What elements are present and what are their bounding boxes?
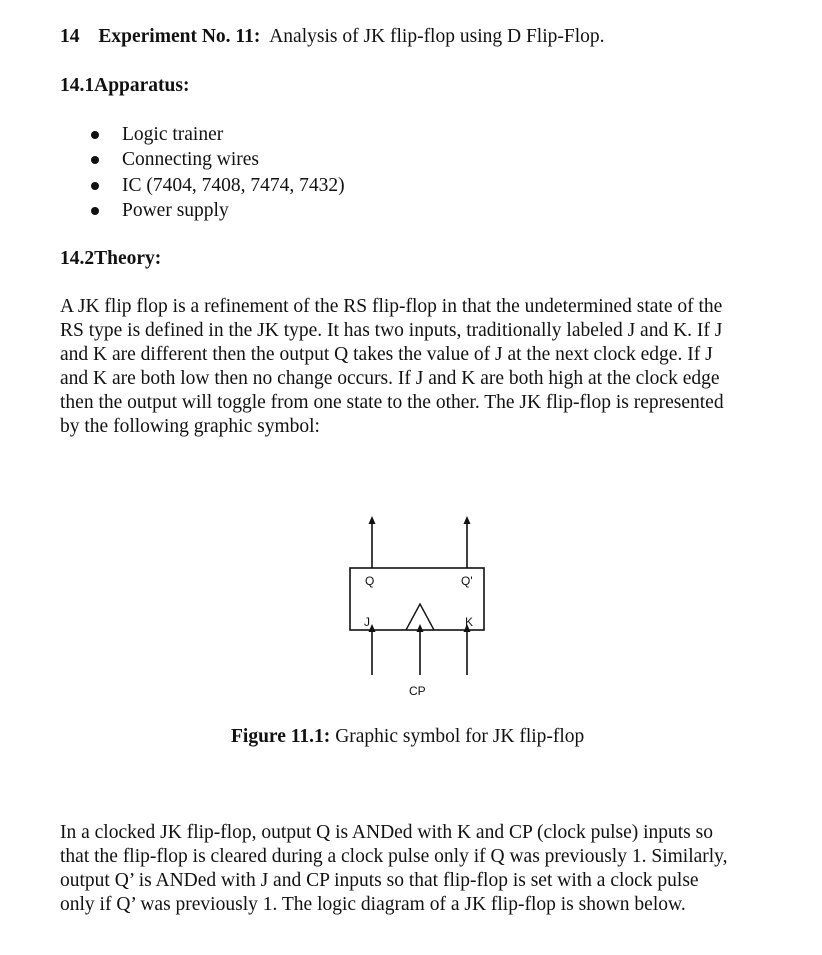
arrow-up-icon [417, 624, 424, 632]
paragraph-line: A JK flip flop is a refinement of the RS flip-flop in that the undetermined state of the [60, 296, 723, 317]
paragraph-line: by the following graphic symbol: [60, 416, 320, 437]
list-item-text: Power supply [122, 200, 229, 221]
paragraph-line: and K are both low then no change occurs. If J and K are both high at the clock edge [60, 368, 720, 389]
cp-label: CP [409, 684, 426, 698]
bullet-icon [91, 156, 99, 164]
paragraph-line: In a clocked JK flip-flop, output Q is ANDed with K and CP (clock pulse) inputs so [60, 822, 713, 843]
arrow-up-icon [464, 516, 471, 524]
arrow-up-icon [369, 516, 376, 524]
paragraph-line: then the output will toggle from one state to the other. The JK flip-flop is represented [60, 392, 724, 413]
paragraph-line: that the flip-flop is cleared during a clock pulse only if Q was previously 1. Similarly, [60, 846, 728, 867]
jk-flip-flop-diagram [320, 510, 520, 710]
k-label: K [465, 615, 474, 629]
q-bar-label: Q' [461, 574, 473, 588]
experiment-heading [60, 26, 605, 48]
bullet-icon [91, 131, 99, 139]
experiment-label: Experiment No. 11: [98, 26, 261, 47]
caption-text: Graphic symbol for JK flip-flop [335, 726, 585, 747]
bullet-icon [91, 207, 99, 215]
list-item-text: Connecting wires [122, 149, 260, 170]
bullet-icon [91, 182, 99, 190]
theory-heading: 14.2Theory: [60, 248, 162, 269]
apparatus-heading: 14.1Apparatus: [60, 75, 190, 96]
list-item-text: Logic trainer [122, 124, 224, 145]
paragraph-line: RS type is defined in the JK type. It has two inputs, traditionally labeled J and K. If J [60, 320, 723, 341]
caption-label: Figure 11.1: [231, 726, 331, 747]
list-item-text: IC (7404, 7408, 7474, 7432) [122, 175, 345, 196]
experiment-title: Analysis of JK flip-flop using D Flip-Flop. [269, 26, 605, 47]
paragraph-line: output Q’ is ANDed with J and CP inputs so that flip-flop is set with a clock pulse [60, 870, 699, 891]
j-label: J [364, 615, 370, 629]
q-label: Q [365, 574, 375, 588]
paragraph-line: and K are different then the output Q takes the value of J at the next clock edge. If J [60, 344, 713, 365]
figure-caption [231, 726, 584, 748]
paragraph-line: only if Q’ was previously 1. The logic diagram of a JK flip-flop is shown below. [60, 894, 686, 915]
section-number: 14 [60, 26, 80, 47]
